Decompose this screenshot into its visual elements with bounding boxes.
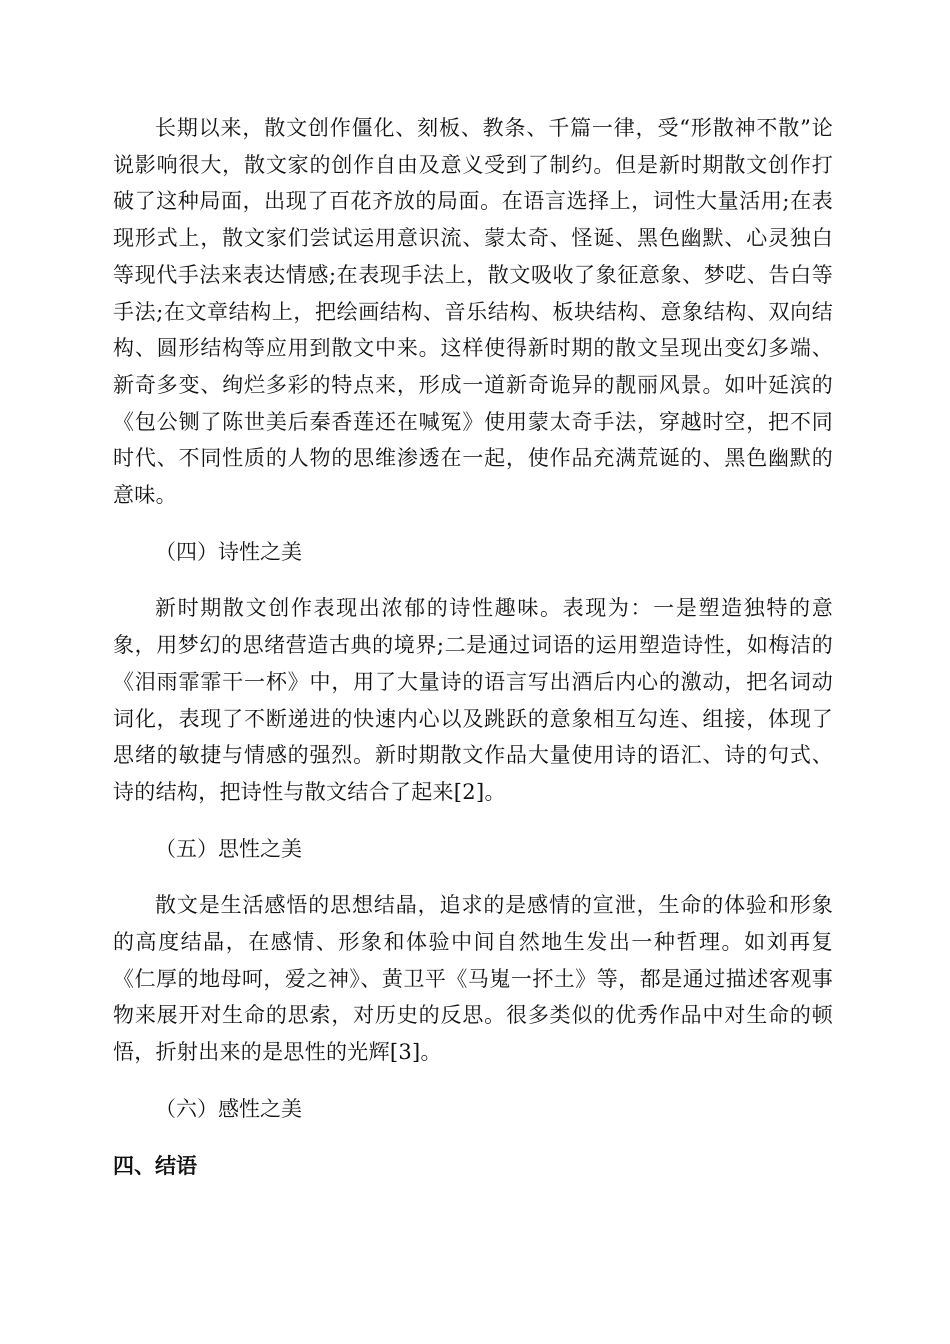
document-page (113, 110, 833, 1184)
paragraph-thoughtful-beauty: 散文是生活感悟的思想结晶，追求的是感情的宣泄，生命的体验和形象的高度结晶，在感情、形象和体验中间自然地生发出一种哲理。如刘再复《仁厚的地母呵，爱之神》、黄卫平《马嵬一抔土》等，都是通过描述客观事物来展开对生命的思索，对历史的反思。很多类似的优秀作品中对生命的顿悟，折射出来的是思性的光辉[3]。 (113, 893, 833, 1065)
subheading-poetic-beauty: （四）诗性之美 (155, 539, 302, 564)
subheading-sensual-beauty: （六）感性之美 (155, 1096, 302, 1121)
paragraph-prose-innovation: 长期以来，散文创作僵化、刻板、教条、千篇一律，受“形散神不散”论说影响很大，散文家的创作自由及意义受到了制约。但是新时期散文创作打破了这种局面，出现了百花齐放的局面。在语言选择上，词性大量活用;在表现形式上，散文家们尝试运用意识流、蒙太奇、怪诞、黑色幽默、心灵独白等现代手法来表达情感;在表现手法上，散文吸收了象征意象、梦呓、告白等手法;在文章结构上，把绘画结构、音乐结构、板块结构、意象结构、双向结构、圆形结构等应用到散文中来。这样使得新时期的散文呈现出变幻多端、新奇多变、绚烂多彩的特点来，形成一道新奇诡异的靓丽风景。如叶延滨的《包公铡了陈世美后秦香莲还在喊冤》使用蒙太奇手法，穿越时空，把不同时代、不同性质的人物的思维渗透在一起，使作品充满荒诞的、黑色幽默的意味。 (113, 116, 833, 508)
section-heading-conclusion: 四、结语 (113, 1153, 197, 1178)
paragraph-poetic-beauty: 新时期散文创作表现出浓郁的诗性趣味。表现为：一是塑造独特的意象，用梦幻的思绪营造古典的境界;二是通过词语的运用塑造诗性，如梅洁的《泪雨霏霏干一杯》中，用了大量诗的语言写出酒后内心的激动，把名词动词化，表现了不断递进的快速内心以及跳跃的意象相互勾连、组接，体现了思绪的敏捷与情感的强烈。新时期散文作品大量使用诗的语汇、诗的句式、诗的结构，把诗性与散文结合了起来[2]。 (113, 596, 833, 804)
subheading-thoughtful-beauty: （五）思性之美 (155, 836, 302, 861)
